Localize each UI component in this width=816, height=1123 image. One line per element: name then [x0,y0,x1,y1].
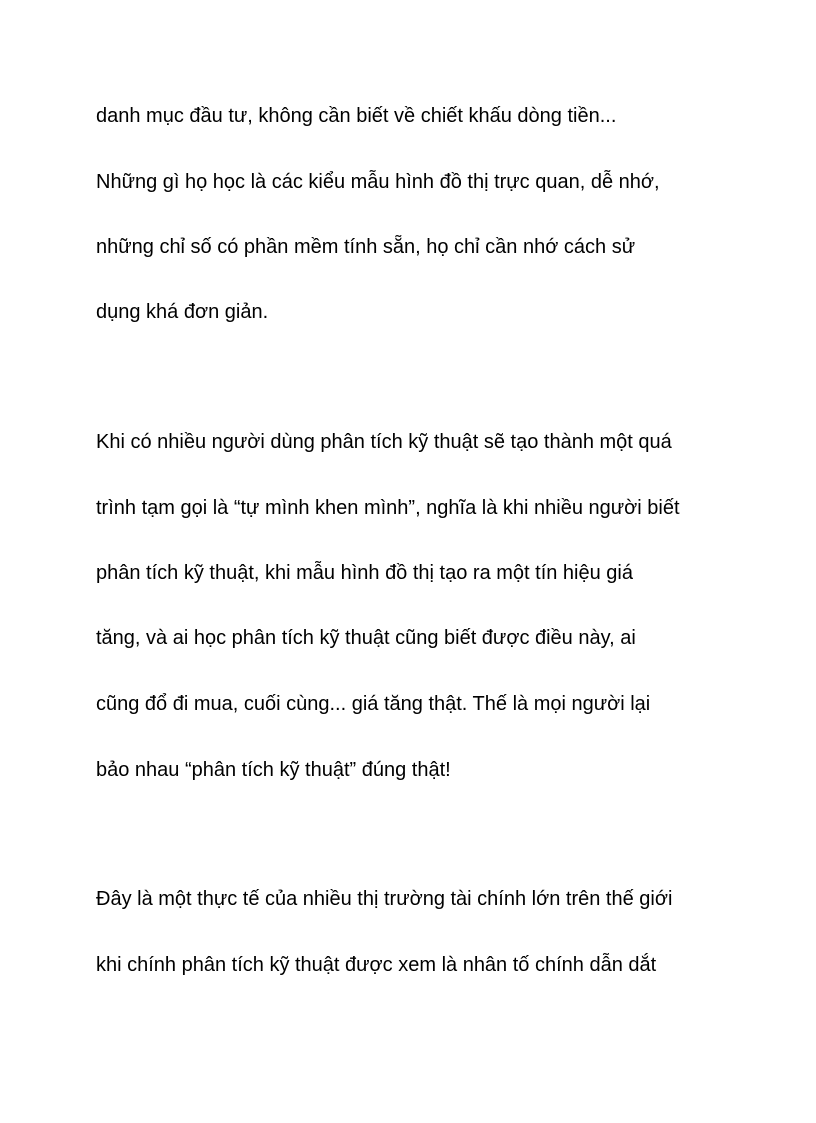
paragraph-1-line-2: Những gì họ học là các kiểu mẫu hình đồ thị trực quan, dễ nhớ, [96,171,660,193]
paragraph-2-line-5: cũng đổ đi mua, cuối cùng... giá tăng thật. Thế là mọi người lại [96,693,651,715]
paragraph-2-line-4: tăng, và ai học phân tích kỹ thuật cũng biết được điều này, ai [96,627,636,649]
paragraph-2-line-3: phân tích kỹ thuật, khi mẫu hình đồ thị tạo ra một tín hiệu giá [96,562,633,584]
paragraph-2-line-6: bảo nhau “phân tích kỹ thuật” đúng thật! [96,759,451,781]
paragraph-3-line-2: khi chính phân tích kỹ thuật được xem là nhân tố chính dẫn dắt [96,954,657,976]
paragraph-2-line-1: Khi có nhiều người dùng phân tích kỹ thuật sẽ tạo thành một quá [96,431,672,453]
paragraph-1-line-1: danh mục đầu tư, không cần biết về chiết khấu dòng tiền... [96,105,617,127]
paragraph-3-line-1: Đây là một thực tế của nhiều thị trường tài chính lớn trên thế giới [96,888,673,910]
paragraph-2-line-2: trình tạm gọi là “tự mình khen mình”, nghĩa là khi nhiều người biết [96,497,680,519]
paragraph-1-line-3: những chỉ số có phần mềm tính sẵn, họ chỉ cần nhớ cách sử [96,236,636,258]
paragraph-1-line-4: dụng khá đơn giản. [96,301,269,323]
